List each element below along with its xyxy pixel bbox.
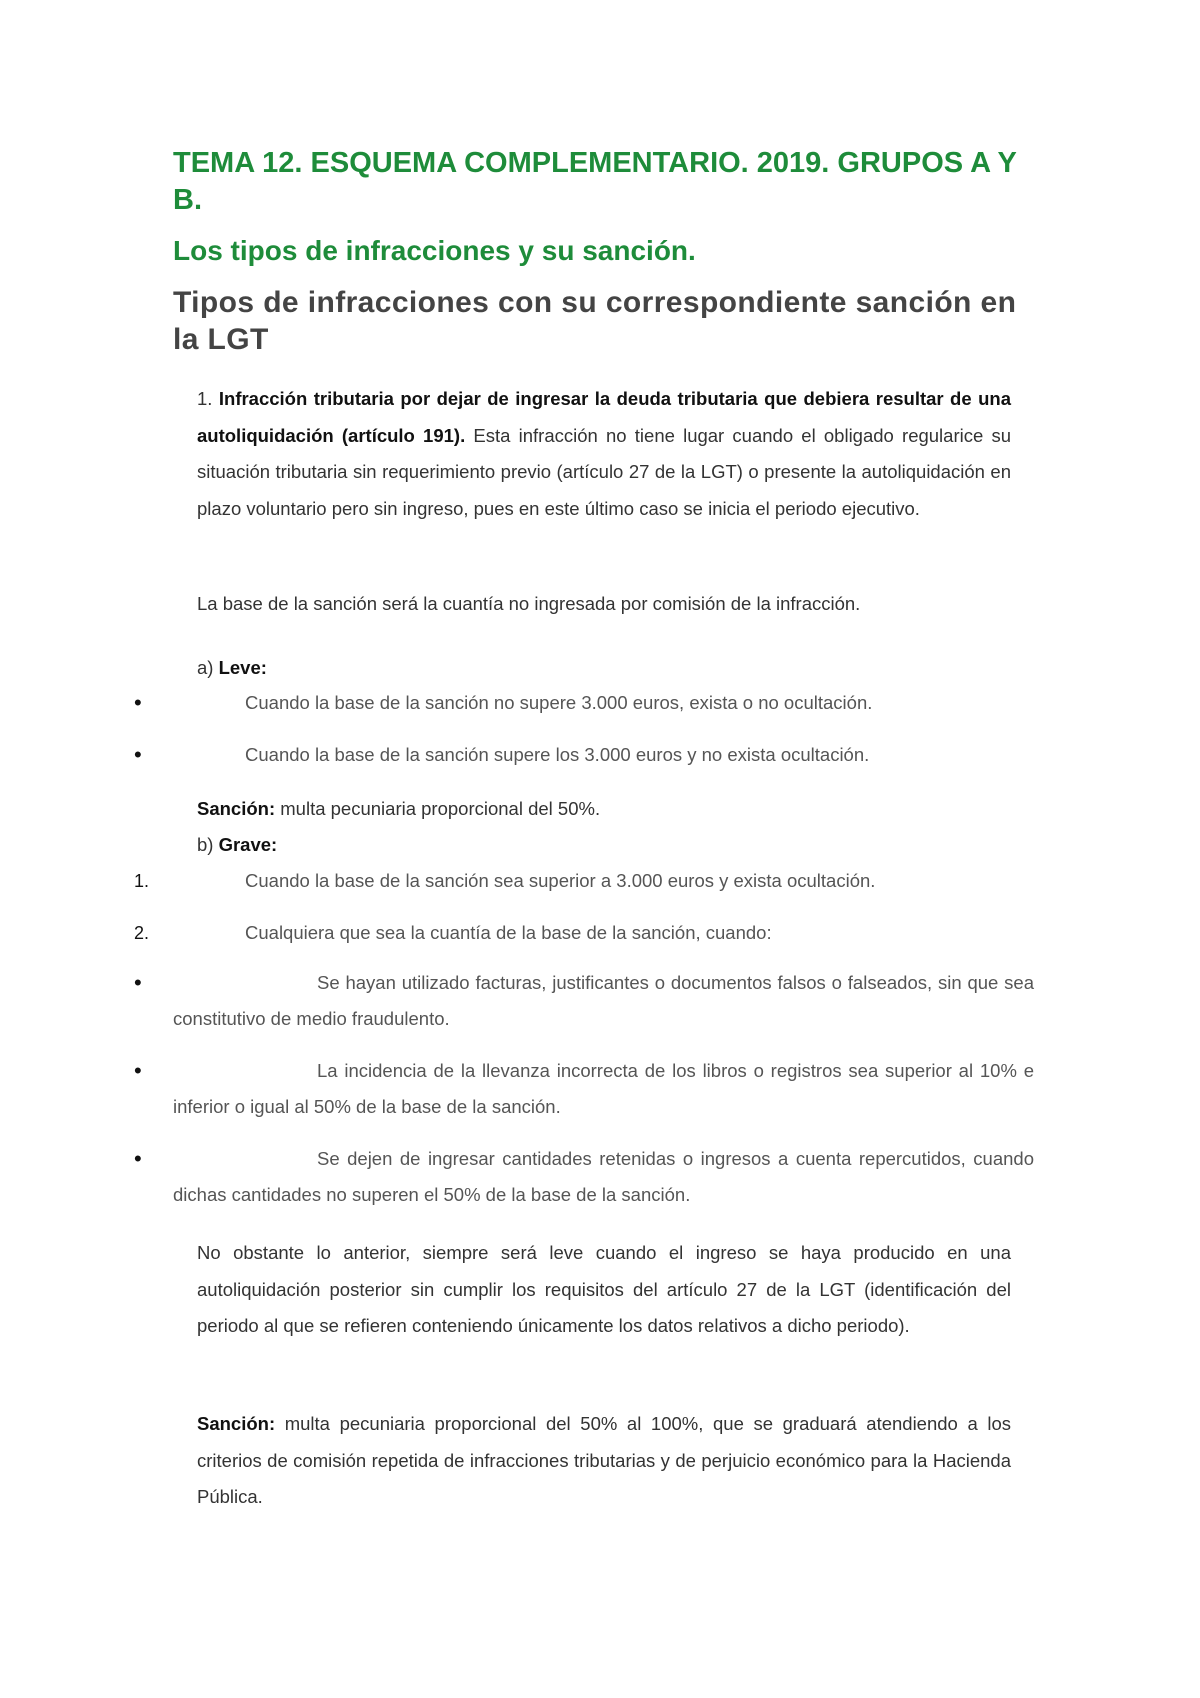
list-number: 2. — [134, 923, 150, 943]
grave-heading — [197, 830, 277, 860]
paragraph-body: Esta infracción no tiene lugar cuando el obligado regularice su situación tributaria sin requerimiento previo (artículo 27 de la LGT) o presente la autoliquidación en plazo voluntario pero sin ingreso, pues en este último caso se inicia el periodo ejecutivo. — [197, 424, 1012, 519]
bullet-icon: • — [134, 1146, 142, 1171]
grave-label: Grave: — [218, 834, 278, 855]
document-title: TEMA 12. ESQUEMA COMPLEMENTARIO. 2019. GRUPOS A Y B. — [173, 147, 1017, 216]
paragraph-number: 1. — [197, 388, 219, 409]
bullet-icon: • — [134, 970, 142, 995]
sancion-text: multa pecuniaria proporcional del 50%. — [275, 798, 601, 819]
bullet-icon: • — [134, 742, 142, 767]
list-number: 1. — [134, 871, 150, 891]
grave-subbullet-1 — [173, 965, 1034, 1037]
paragraph-base-sancion: La base de la sanción será la cuantía no ingresada por comisión de la infracción. — [197, 593, 861, 614]
bullet-icon: • — [134, 1058, 142, 1083]
grave-subbullet-2 — [173, 1053, 1034, 1125]
grave-item-2: Cualquiera que sea la cuantía de la base de la sanción, cuando: — [245, 922, 772, 943]
grave-subbullet-3 — [173, 1141, 1034, 1213]
leve-heading — [197, 653, 267, 683]
subbullet-text: Se hayan utilizado facturas, justificantes o documentos falsos o falseados, sin que sea constitutivo de medio fraudulento. — [173, 972, 1034, 1029]
leve-prefix: a) — [197, 657, 219, 678]
leve-label: Leve: — [218, 657, 267, 678]
document-subtitle: Los tipos de infracciones y su sanción. — [173, 235, 696, 266]
subbullet-text: Se dejen de ingresar cantidades retenidas o ingresos a cuenta repercutidos, cuando dichas cantidades no superen el 50% de la base de la sanción. — [173, 1148, 1034, 1205]
leve-bullet-1: Cuando la base de la sanción no supere 3.000 euros, exista o no ocultación. — [245, 692, 873, 713]
bullet-icon: • — [134, 690, 142, 715]
leve-sancion — [197, 794, 600, 824]
paragraph-no-obstante: No obstante lo anterior, siempre será leve cuando el ingreso se haya producido en una autoliquidación posterior sin cumplir los requisitos del artículo 27 de la LGT (identificación del periodo al que se refieren conteniendo únicamente los datos relativos a dicho periodo). — [197, 1242, 1011, 1336]
section-heading: Tipos de infracciones con su correspondiente sanción en la LGT — [173, 286, 1017, 356]
sancion-text: multa pecuniaria proporcional del 50% al 100%, que se graduará atendiendo a los criterios de comisión repetida de infracciones tributarias y de perjuicio económico para la Hacienda Pública. — [197, 1413, 1011, 1507]
paragraph-bold-lead: Infracción tributaria por dejar de ingresar la deuda tributaria que debiera resultar de una autoliquidación (artículo 191). — [197, 388, 1011, 446]
grave-item-1: Cuando la base de la sanción sea superior a 3.000 euros y exista ocultación. — [245, 870, 876, 891]
subbullet-text: La incidencia de la llevanza incorrecta de los libros o registros sea superior al 10% e inferior o igual al 50% de la base de la sanción. — [173, 1060, 1034, 1117]
sancion-label: Sanción: — [197, 798, 276, 819]
paragraph-article-191 — [197, 381, 1011, 527]
leve-bullet-2: Cuando la base de la sanción supere los 3.000 euros y no exista ocultación. — [245, 744, 870, 765]
paragraph-sancion-grave — [197, 1406, 1011, 1516]
grave-prefix: b) — [197, 834, 219, 855]
sancion-label: Sanción: — [197, 1413, 276, 1434]
